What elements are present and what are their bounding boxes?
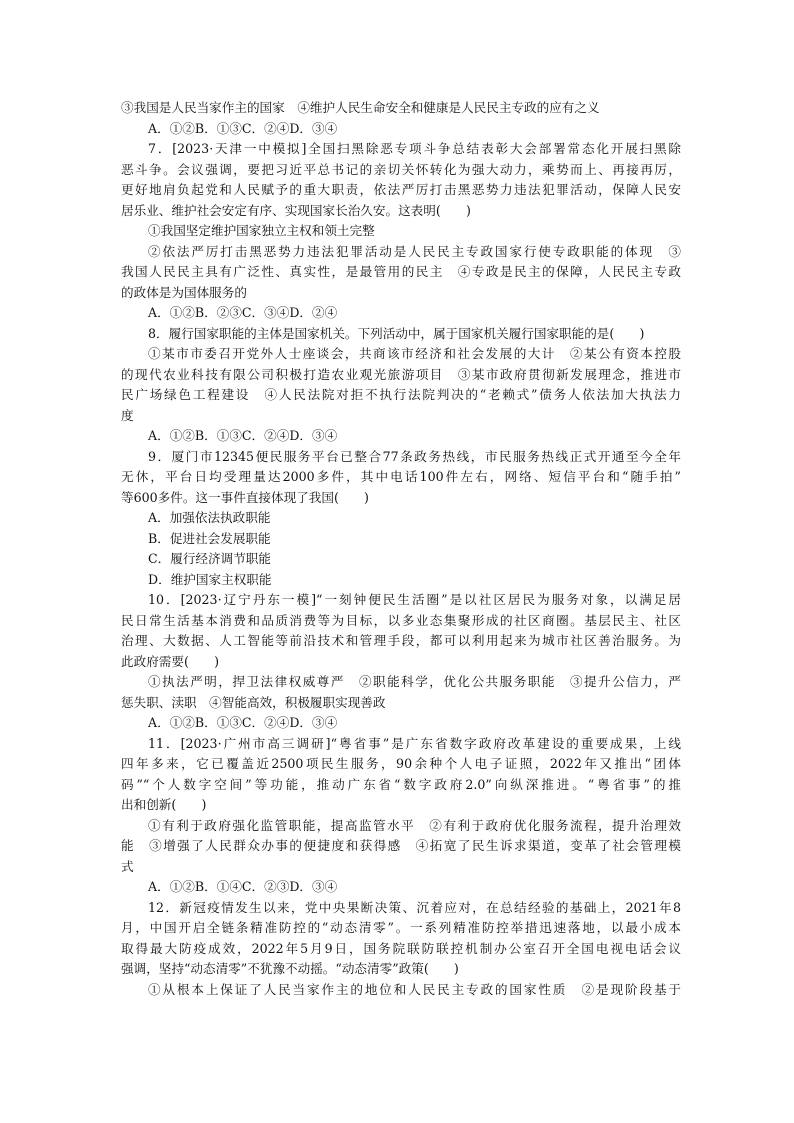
text-line: 民日常生活基本消费和品质消费等为目标，以多业态集聚形成的社区商圈。基层民主、社区: [121, 612, 681, 628]
text-line: 强调，坚持“动态清零”不犹豫不动摇。“动态清零”政策( ): [121, 961, 459, 976]
text-line: 7．[2023·天津一中模拟]全国扫黑除恶专项斗争总结表彰大会部署常态化开展扫黑除: [148, 141, 681, 156]
text-line: 11．[2023·广州市高三调研]“粤省事”是广东省数字政府改革建设的重要成果，上线: [148, 735, 681, 751]
text-line: ③我国是人民当家作主的国家 ④维护人民生命安全和健康是人民民主专政的应有之义: [121, 100, 600, 115]
text-line: 更好地肩负起党和人民赋予的重大职责，依法严厉打击黑恶势力违法犯罪活动，保障人民安: [121, 182, 681, 197]
text-line: 月，中国开启全链条精准防控的“动态清零”。一系列精准防控举措迅速落地，以最小成本: [121, 920, 681, 935]
text-line: 居乐业、维护社会安定有序、实现国家长治久安。这表明( ): [121, 202, 471, 218]
text-line: ①某市市委召开党外人士座谈会，共商该市经济和社会发展的大计 ②某公有资本控股: [148, 346, 681, 361]
text-line: 能 ③增强了人民群众办事的便捷度和获得感 ④拓宽了民生诉求渠道，变革了社会管理模: [121, 838, 681, 853]
text-line: B．促进社会发展职能: [148, 530, 271, 546]
text-line: A．①②B．①③C．②④D．③④: [148, 715, 338, 730]
text-line: 恶斗争。会议强调，要把习近平总书记的亲切关怀转化为强大动力，乘势而上、再接再厉，: [121, 161, 681, 177]
text-line: A．加强依法执政职能: [148, 510, 271, 525]
text-line: C．履行经济调节职能: [148, 551, 271, 566]
text-line: 此政府需要( ): [121, 653, 219, 669]
text-line: A．①②B．①④C．②③D．③④: [148, 879, 338, 894]
text-line: 8．履行国家职能的主体是国家机关。下列活动中，属于国家机关履行国家职能的是( ): [148, 325, 645, 341]
text-line: ①从根本上保证了人民当家作主的地位和人民民主专政的国家性质 ②是现阶段基于: [148, 981, 681, 997]
text-line: 度: [121, 407, 134, 423]
text-line: 惩失职、渎职 ④智能高效，积极履职实现善政: [121, 694, 386, 710]
text-line: 治理、大数据、人工智能等前沿技术和管理手段，都可以利用起来为城市社区善治服务。为: [121, 633, 681, 648]
text-line: 四年多来，它已覆盖近2500项民生服务，90余种个人电子证照，2022年又推出“团体: [121, 756, 681, 771]
text-line: 9．厦门市12345便民服务平台已整合77条政务热线，市民服务热线正式开通至今全年: [148, 448, 681, 464]
text-line: ①有利于政府强化监管职能，提高监管水平 ②有利于政府优化服务流程，提升治理效: [148, 817, 681, 833]
question-text-block: [121, 98, 681, 1000]
text-line: ①我国坚定维护国家独立主权和领土完整: [148, 223, 375, 238]
text-line: ①执法严明，捍卫法律权威尊严 ②职能科学，优化公共服务职能 ③提升公信力，严: [148, 674, 681, 689]
text-line: A．①②B．①③C．②④D．③④: [148, 120, 338, 136]
text-line: 取得最大防疫成效，2022年5月9日，国务院联防联控机制办公室召开全国电视电话会议: [121, 940, 681, 956]
text-line: A．①②B．①③C．②④D．③④: [148, 428, 338, 443]
text-line: ②依法严厉打击黑恶势力违法犯罪活动是人民民主专政国家行使专政职能的体现 ③: [148, 243, 681, 259]
text-line: 式: [121, 858, 134, 874]
text-line: 的现代农业科技有限公司积极打造农业观光旅游项目 ③某市政府贯彻新发展理念，推进市: [121, 366, 681, 382]
text-line: 的政体是为国体服务的: [121, 284, 247, 300]
text-line: A．①②B．②③C．③④D．②④: [148, 305, 338, 320]
text-line: 我国人民民主具有广泛性、真实性，是最管用的民主 ④专政是民主的保障，人民民主专政: [121, 264, 681, 279]
text-line: D．维护国家主权职能: [148, 571, 272, 587]
text-line: 等600多件。这一事件直接体现了我国( ): [121, 489, 369, 505]
text-line: 12．新冠疫情发生以来，党中央果断决策、沉着应对，在总结经验的基础上，2021年8: [148, 899, 681, 915]
text-line: 民广场绿色工程建设 ④人民法院对拒不执行法院判决的“老赖式”债务人依法加大执法力: [121, 387, 681, 402]
text-line: 10．[2023·辽宁丹东一模]“一刻钟便民生活圈”是以社区居民为服务对象，以满足居: [148, 592, 681, 607]
text-line: 码”“个人数字空间”等功能，推动广东省“数字政府2.0”向纵深推进。“粤省事”的推: [121, 776, 681, 792]
text-line: 无休，平台日均受理量达2000多件，其中电话100件左右，网络、短信平台和“随手拍”: [121, 469, 681, 484]
text-line: 出和创新( ): [121, 797, 207, 812]
